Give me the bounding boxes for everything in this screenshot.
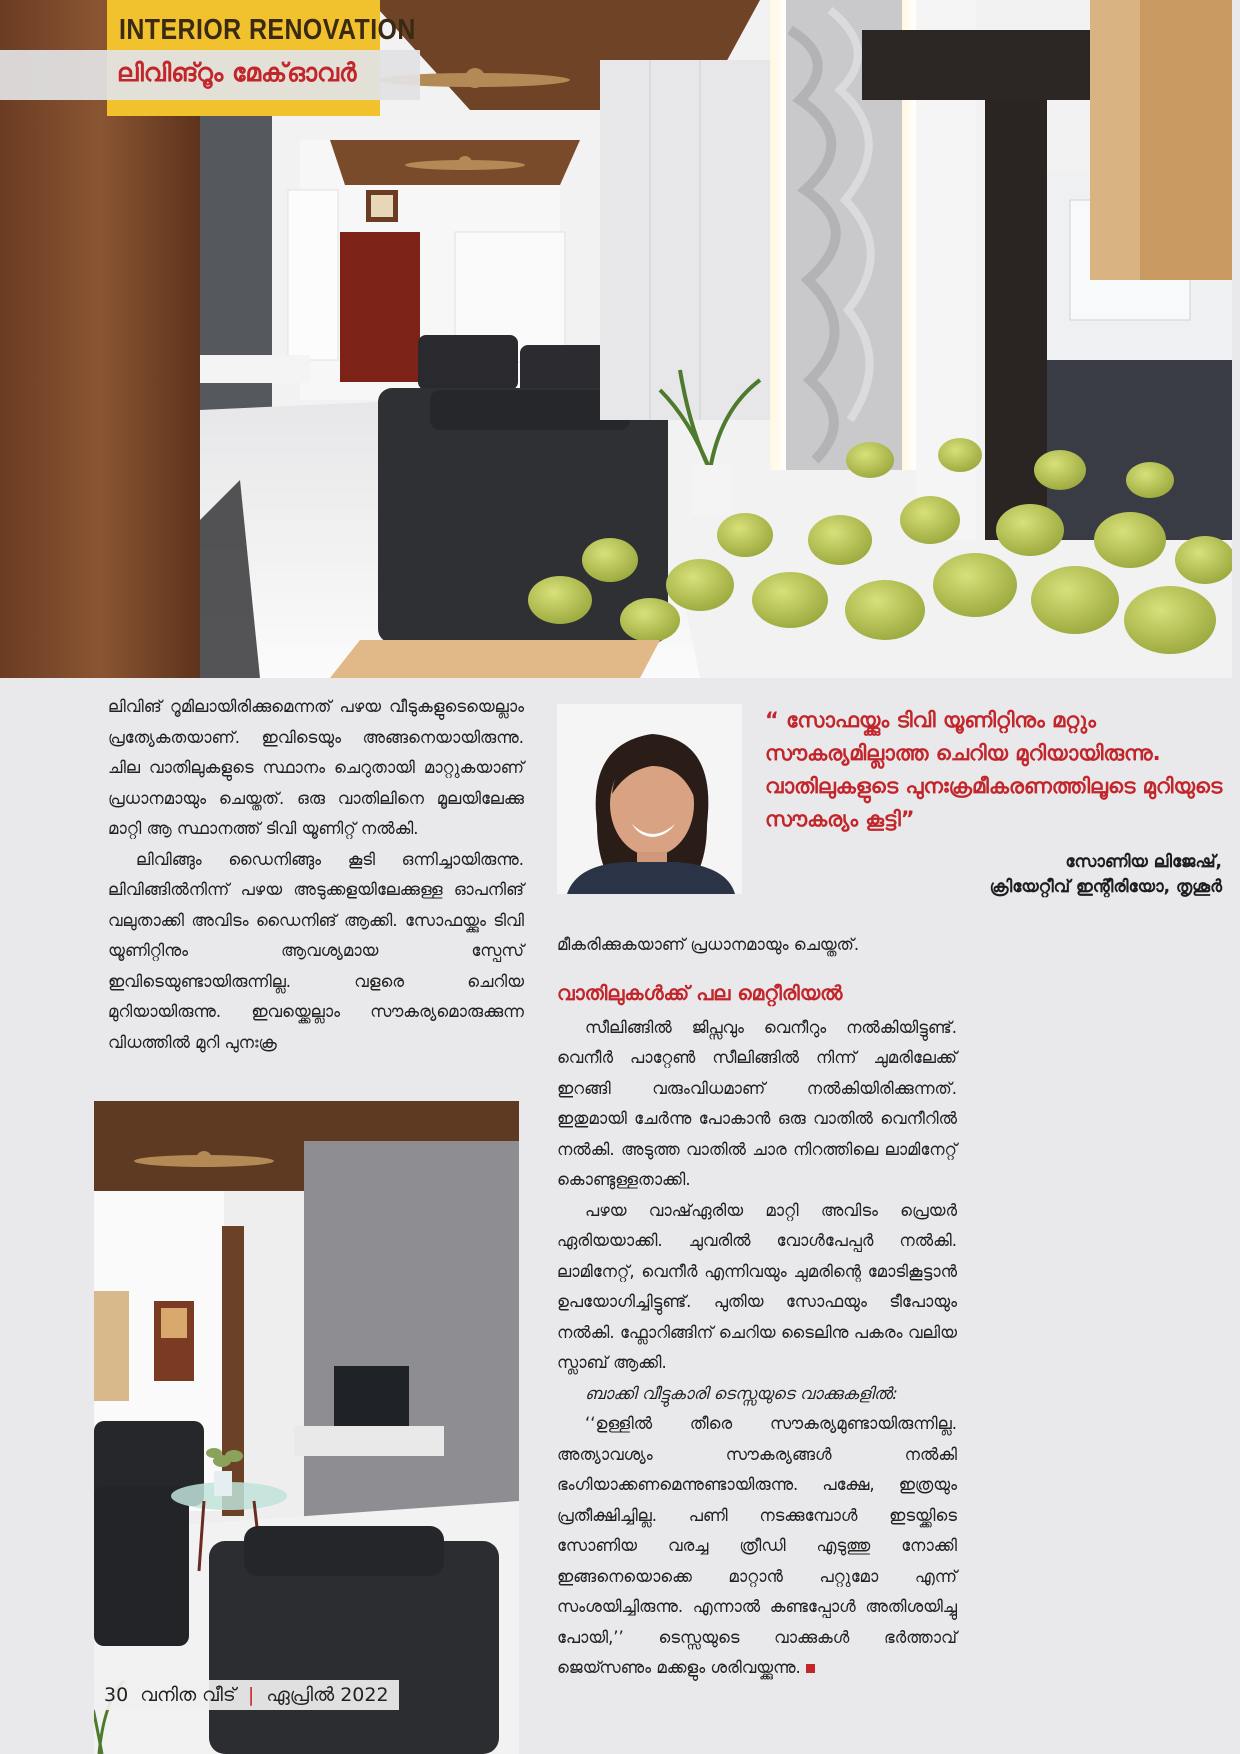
hero-living-room-photo [0, 0, 1232, 678]
quote-author [990, 850, 1222, 900]
owner-quote [557, 1409, 957, 1684]
living-room-photo [94, 1101, 519, 1754]
designer-portrait [557, 704, 742, 894]
pull-quote: “ സോഫയ്ക്കും ടിവി യൂണിറ്റിനും മറ്റും സൗകര്യമില്ലാത്ത ചെറിയ മുറിയായിരുന്നു. വാതിലുകളുടെ പുനഃക്രമീകരണത്തിലൂടെ മുറിയുടെ സൗകര്യം കൂട്ടി” [765, 708, 1223, 831]
footer-separator: | [247, 1684, 255, 1706]
page-footer [94, 1680, 399, 1710]
page-number: 30 [104, 1684, 129, 1706]
article-title: ലിവിങ്റൂം മേക്ഓവർ [117, 58, 357, 87]
paragraph: സീലിങ്ങിൽ ജിപ്സവും വെനീറും നൽകിയിട്ടുണ്ട്. വെനീർ പാറ്റേൺ സീലിങ്ങിൽ നിന്ന് ചുമരിലേക്ക് ഇറങ്ങി വരുംവിധമാണ് നൽകിയിരിക്കുന്നത്. ഇതുമായി ചേർന്നു പോകാൻ ഒരു വാതിൽ വെനീറിൽ നൽകി. അടുത്ത വാതിൽ ചാര നിറത്തിലെ ലാമിനേറ്റ് കൊണ്ടുള്ളതാക്കി. [557, 1017, 957, 1189]
paragraph: ലിവിങ്ങും ഡൈനിങ്ങും കൂടി ഒന്നിച്ചായിരുന്നു. ലിവിങ്ങിൽനിന്ന് പഴയ അടുക്കളയിലേക്കുള്ള ഓപനിങ് വലുതാക്കി അവിടം ഡൈനിങ് ആക്കി. സോഫയ്ക്കും ടിവി യൂണിറ്റിനും ആവശ്യമായ സ്പേസ് ഇവിടെയുണ്ടായിരുന്നില്ല. വളരെ ചെറിയ മുറിയായിരുന്നു. ഇവയ്ക്കെല്ലാം സൗകര്യമൊരുക്കുന്ന വിധത്തിൽ മുറി പുനഃക്ര [108, 849, 524, 1052]
quote-author-name: സോണിയ ലിജേഷ്, [1065, 852, 1222, 872]
subheading: വാതിലുകൾക്ക് പല മെറ്റീരിയൽ [557, 980, 843, 1005]
title-ribbon [0, 50, 420, 100]
owner-intro: ബാക്കി വീട്ടുകാരി ടെസ്സയുടെ വാക്കുകളിൽ: [585, 1383, 898, 1403]
right-column-continuation [557, 930, 957, 1684]
issue-date: ഏപ്രിൽ 2022 [266, 1684, 389, 1706]
magazine-name: വനിത വീട് [140, 1684, 236, 1706]
paragraph: പഴയ വാഷ്ഏരിയ മാറ്റി അവിടം പ്രെയർ ഏരിയയാക്കി. ചുവരിൽ വോൾപേപ്പർ നൽകി. ലാമിനേറ്റ്, വെനീർ എന്നിവയും ചുമരിന്റെ മോടികൂട്ടാൻ ഉപയോഗിച്ചിട്ടുണ്ട്. പുതിയ സോഫയും ടീപോയും നൽകി. ഫ്ലോറിങ്ങിന് ചെറിയ ടൈലിനു പകരം വലിയ സ്ലാബ് ആക്കി. [557, 1200, 957, 1372]
section-tag: INTERIOR RENOVATION [119, 14, 416, 46]
paragraph-continuation: മീകരിക്കുകയാണ് പ്രധാനമായും ചെയ്തത്. [557, 935, 860, 954]
quote-author-affiliation: ക്രിയേറ്റീവ് ഇന്റീരിയോ, തൃശൂർ [989, 877, 1222, 897]
paragraph: ലിവിങ് റൂമിലായിരിക്കുമെന്നത് പഴയ വീടുകളുടെയെല്ലാം പ്രത്യേകതയാണ്. ഇവിടെയും അങ്ങനെയായിരുന്നു. ചില വാതിലുകളുടെ സ്ഥാനം ചെറുതായി മാറ്റുകയാണ് പ്രധാനമായും ചെയ്തത്. ഒരു വാതിലിനെ മൂലയിലേക്കു മാറ്റി ആ സ്ഥാനത്ത് ടിവി യൂണിറ്റ് നൽകി. [108, 697, 524, 838]
left-text-column [108, 692, 524, 1058]
end-mark-icon [806, 1664, 815, 1673]
owner-quote-text: ‘‘ഉള്ളിൽ തീരെ സൗകര്യമുണ്ടായിരുന്നില്ല. അത്യാവശ്യം സൗകര്യങ്ങൾ നൽകി ഭംഗിയാക്കണമെന്നുണ്ടായിരുന്നു. പക്ഷേ, ഇത്രയും പ്രതീക്ഷിച്ചില്ല. പണി നടക്കുമ്പോൾ ഇടയ്ക്കിടെ സോണിയ വരച്ച ത്രീഡി എടുത്തു നോക്കി ഇങ്ങനെയൊക്കെ മാറ്റാൻ പറ്റുമോ എന്ന് സംശയിച്ചിരുന്നു. എന്നാൽ കണ്ടപ്പോൾ അതിശയിച്ചു പോയി,’’ ടെസ്സയുടെ വാക്കുകൾ ഭർത്താവ് ജെയ്സണും മക്കളും ശരിവയ്ക്കുന്നു. [557, 1414, 957, 1677]
